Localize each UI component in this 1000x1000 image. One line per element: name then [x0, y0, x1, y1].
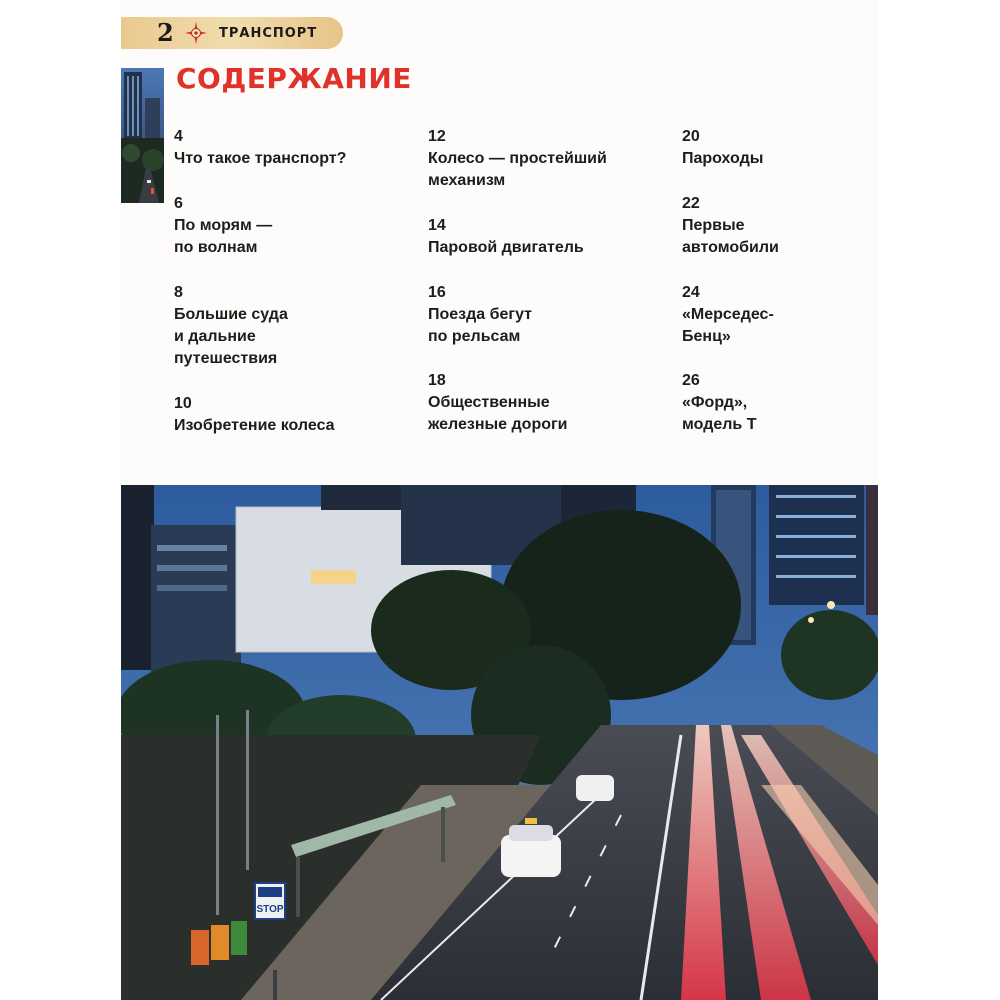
entry-page-number: 8 — [174, 284, 183, 301]
contents-entry[interactable] — [682, 193, 878, 259]
contents-entry[interactable] — [428, 215, 668, 259]
contents-entry[interactable] — [682, 282, 878, 348]
entry-title: По морям — по волнам — [174, 217, 273, 256]
contents-entry[interactable] — [428, 370, 668, 436]
entry-page-number: 10 — [174, 395, 192, 412]
entry-page-number: 20 — [682, 128, 700, 145]
city-street-photo — [121, 485, 878, 1000]
thumbnail-image — [121, 68, 164, 203]
contents-title: СОДЕРЖАНИЕ — [176, 62, 412, 95]
entry-page-number: 26 — [682, 372, 700, 389]
section-header-tab — [121, 17, 343, 49]
entry-page-number: 4 — [174, 128, 183, 145]
entry-title: «Форд», модель Т — [682, 394, 757, 433]
contents-entry[interactable] — [682, 370, 878, 436]
entry-page-number: 14 — [428, 217, 446, 234]
entry-page-number: 22 — [682, 195, 700, 212]
entry-title: Первые автомобили — [682, 217, 779, 256]
bus-stop-sign-label: STOP — [256, 904, 284, 915]
entry-title: Колесо — простейший механизм — [428, 150, 607, 189]
book-page — [121, 0, 878, 1000]
contents-entry[interactable] — [174, 393, 414, 437]
entry-page-number: 12 — [428, 128, 446, 145]
entry-title: Поезда бегут по рельсам — [428, 306, 532, 345]
section-title: ТРАНСПОРТ — [219, 26, 318, 41]
entry-page-number: 16 — [428, 284, 446, 301]
entry-title: Большие суда и дальние путешествия — [174, 306, 288, 367]
contents-entry[interactable] — [174, 193, 414, 259]
entry-page-number: 18 — [428, 372, 446, 389]
entry-title: Паровой двигатель — [428, 239, 584, 256]
entry-title: Что такое транспорт? — [174, 150, 347, 167]
entry-page-number: 6 — [174, 195, 183, 212]
entry-title: Пароходы — [682, 150, 764, 167]
entry-title: «Мерседес- Бенц» — [682, 306, 774, 345]
contents-entry[interactable] — [174, 282, 414, 370]
contents-entry[interactable] — [428, 282, 668, 348]
entry-title: Изобретение колеса — [174, 417, 335, 434]
contents-entry[interactable] — [682, 126, 878, 170]
compass-icon — [185, 22, 207, 44]
entry-title: Общественные железные дороги — [428, 394, 568, 433]
contents-entry[interactable] — [428, 126, 668, 192]
entry-page-number: 24 — [682, 284, 700, 301]
page-number: 2 — [157, 18, 174, 47]
contents-entry[interactable] — [174, 126, 414, 170]
